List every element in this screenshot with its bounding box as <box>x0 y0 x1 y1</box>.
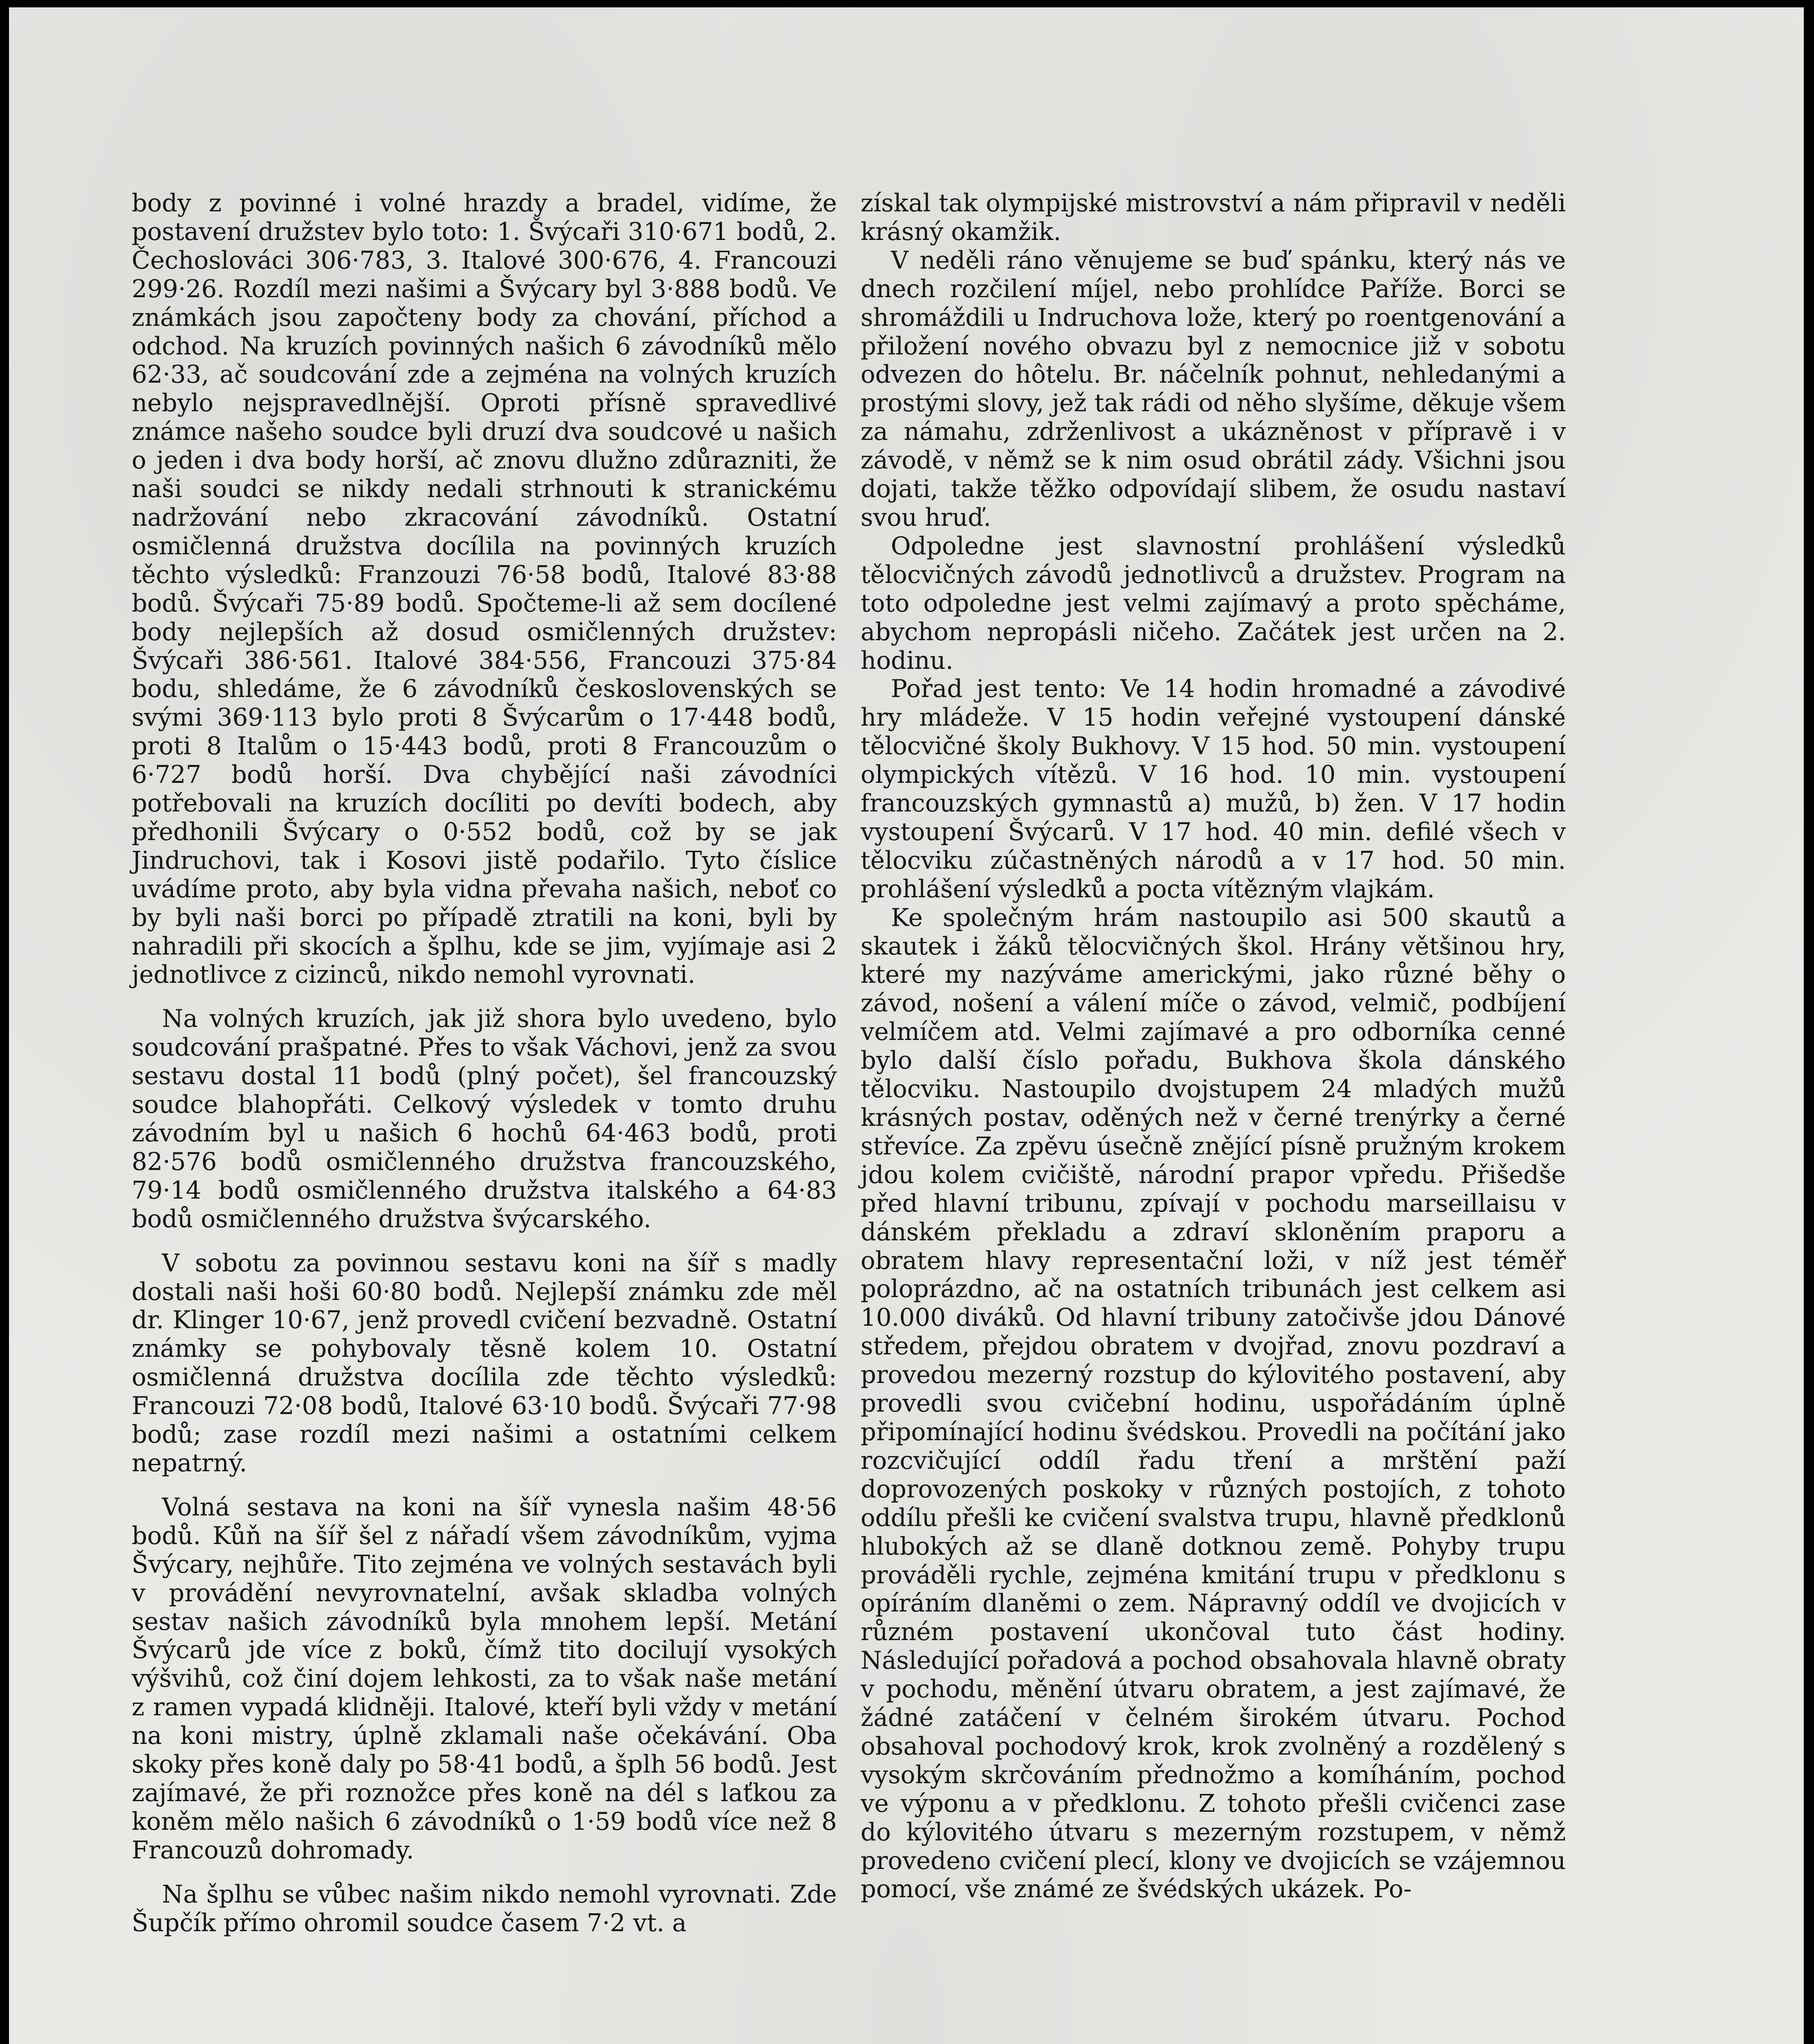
right-paragraph-3: Odpoledne jest slavnostní prohlášení výsledků tělocvičných závodů jednotlivců a družstev. Program na toto odpoledne jest velmi zajímavý a proto spěcháme, abychom nepropásli ničeho. Začátek jest určen na 2. hodinu. <box>861 532 1566 675</box>
right-paragraph-2: V neděli ráno věnujeme se buď spánku, který nás ve dnech rozčilení míjel, nebo prohlídce Paříže. Borci se shromáždili u Indruchova lože, který po roentgenování a přiložení nového obvazu byl z nemocnice již v sobotu odvezen do hôtelu. Br. náčelník pohnut, nehledanými a prostými slovy, jež tak rádi od něho slyšíme, děkuje všem za námahu, zdrženlivost a ukázněnost v přípravě i v závodě, v němž se k nim osud obrátil zády. Všichni jsou dojati, takže těžko odpovídají slibem, že osudu nastaví svou hruď. <box>861 246 1566 532</box>
right-paragraph-1: získal tak olympijské mistrovství a nám připravil v neděli krásný okamžik. <box>861 189 1566 246</box>
left-paragraph-4: Volná sestava na koni na šíř vynesla našim 48·56 bodů. Kůň na šíř šel z nářadí všem závodníkům, vyjma Švýcary, nejhůře. Tito zejména ve volných sestavách byli v provádění nevyrovnatelní, avšak skladba volných sestav našich závodníků byla mnohem lepší. Metání Švýcarů jde více z boků, čímž tito docilují vysokých výšvihů, což činí dojem lehkosti, za to však naše metání z ramen vypadá klidněji. Italové, kteří byli vždy v metání na koni mistry, úplně zklamali naše očekávání. Oba skoky přes koně daly po 58·41 bodů, a šplh 56 bodů. Jest zajímavé, že při roznožce přes koně na dél s laťkou za koněm mělo našich 6 závodníků o 1·59 bodů více než 8 Francouzů dohromady. <box>132 1493 837 1865</box>
left-column <box>132 189 837 1937</box>
left-paragraph-2: Na volných kruzích, jak již shora bylo uvedeno, bylo soudcování prašpatné. Přes to však Váchovi, jenž za svou sestavu dostal 11 bodů (plný počet), šel francouzský soudce blahopřáti. Celkový výsledek v tomto druhu závodním byl u našich 6 hochů 64·463 bodů, proti 82·576 bodů osmičlenného družstva francouzského, 79·14 bodů osmičlenného družstva italského a 64·83 bodů osmičlenného družstva švýcarského. <box>132 1005 837 1233</box>
left-paragraph-3: V sobotu za povinnou sestavu koni na šíř s madly dostali naši hoši 60·80 bodů. Nejlepší známku zde měl dr. Klinger 10·67, jenž provedl cvičení bezvadně. Ostatní známky se pohybovaly těsně kolem 10. Ostatní osmičlenná družstva docílila zde těchto výsledků: Francouzi 72·08 bodů, Italové 63·10 bodů. Švýcaři 77·98 bodů; zase rozdíl mezi našimi a ostatními celkem nepatrný. <box>132 1249 837 1477</box>
left-paragraph-1: body z povinné i volné hrazdy a bradel, vidíme, že postavení družstev bylo toto: 1. Švýcaři 310·671 bodů, 2. Čechoslováci 306·783, 3. Italové 300·676, 4. Francouzi 299·26. Rozdíl mezi našimi a Švýcary byl 3·888 bodů. Ve známkách jsou započteny body za chování, příchod a odchod. Na kruzích povinných našich 6 závodníků mělo 62·33, ač soudcování zde a zejména na volných kruzích nebylo nejspravedlnější. Oproti přísně spravedlivé známce našeho soudce byli druzí dva soudcové u našich o jeden i dva body horší, ač znovu dlužno zdůrazniti, že naši soudci se nikdy nedali strhnouti k stranickému nadržování nebo zkracování závodníků. Ostatní osmičlenná družstva docílila na povinných kruzích těchto výsledků: Franzouzi 76·58 bodů, Italové 83·88 bodů. Švýcaři 75·89 bodů. Spočteme-li až sem docílené body nejlepších až dosud osmičlenných družstev: Švýcaři 386·561. Italové 384·556, Francouzi 375·84 bodu, shledáme, že 6 závodníků československých se svými 369·113 bylo proti 8 Švýcarům o 17·448 bodů, proti 8 Italům o 15·443 bodů, proti 8 Francouzům o 6·727 bodů horší. Dva chybějící naši závodníci potřebovali na kruzích docíliti po devíti bodech, aby předhonili Švýcary o 0·552 bodů, což by se jak Jindruchovi, tak i Kosovi jistě podařilo. Tyto číslice uvádíme proto, aby byla vidna převaha našich, neboť co by byli naši borci po případě ztratili na koni, byli by nahradili při skocích a šplhu, kde se jim, vyjímaje asi 2 jednotlivce z cizinců, nikdo nemohl vyrovnati. <box>132 189 837 989</box>
right-paragraph-5: Ke společným hrám nastoupilo asi 500 skautů a skautek i žáků tělocvičných škol. Hrány většinou hry, které my nazýváme americkými, jako různé běhy o závod, nošení a válení míče o závod, velmič, podbíjení velmíčem atd. Velmi zajímavé a pro odborníka cenné bylo další číslo pořadu, Bukhova škola dánského tělocviku. Nastoupilo dvojstupem 24 mladých mužů krásných postav, oděných než v černé trenýrky a černé střevíce. Za zpěvu úsečně znějící písně pružným krokem jdou kolem cvičiště, národní prapor vpředu. Přišedše před hlavní tribunu, zpívají v pochodu marseillaisu v dánském překladu a zdraví skloněním praporu a obratem hlavy representační loži, v níž jest téměř poloprázdno, ač na ostatních tribunách jest celkem asi 10.000 diváků. Od hlavní tribuny zatočivše jdou Dánové středem, přejdou obratem v dvojřad, znovu pozdraví a provedou mezerný rozstup do kýlovitého postavení, aby provedli svou cvičební hodinu, uspořádáním úplně připomínající hodinu švédskou. Provedli na počítání jako rozcvičující oddíl řadu tření a mrštění paží doprovozených poskoky v různých postojích, z tohoto oddílu přešli ke cvičení svalstva trupu, hlavně předklonů hlubokých až se dlaně dotknou země. Pohyby trupu prováděli rychle, zejména kmitání trupu v předklonu s opíráním dlaněmi o zem. Nápravný oddíl ve dvojicích v různém postavení ukončoval tuto část hodiny. Následující pořadová a pochod obsahovala hlavně obraty v pochodu, měnění útvaru obratem, a jest zajímavé, že žádné zatáčení v čelném širokém útvaru. Pochod obsahoval pochodový krok, krok zvolněný a rozdělený s vysokým skrčováním přednožmo a komíháním, pochod ve výponu a v předklonu. Z tohoto přešli cvičenci zase do kýlovitého útvaru s mezerným rozstupem, v němž provedeno cvičení plecí, klony ve dvojicích se vzájemnou pomocí, vše známé ze švédských ukázek. Po- <box>861 903 1566 1904</box>
right-column <box>861 189 1566 1904</box>
right-paragraph-4: Pořad jest tento: Ve 14 hodin hromadné a závodivé hry mládeže. V 15 hodin veřejné vystoupení dánské tělocvičné školy Bukhovy. V 15 hod. 50 min. vystoupení olympických vítězů. V 16 hod. 10 min. vystoupení francouzských gymnastů a) mužů, b) žen. V 17 hodin vystoupení Švýcarů. V 17 hod. 40 min. defilé všech v tělocviku zúčastněných národů a v 17 hod. 50 min. prohlášení výsledků a pocta vítězným vlajkám. <box>861 675 1566 903</box>
scanned-page <box>9 7 1804 2044</box>
left-paragraph-5: Na šplhu se vůbec našim nikdo nemohl vyrovnati. Zde Šupčík přímo ohromil soudce časem 7·2 vt. a <box>132 1880 837 1937</box>
